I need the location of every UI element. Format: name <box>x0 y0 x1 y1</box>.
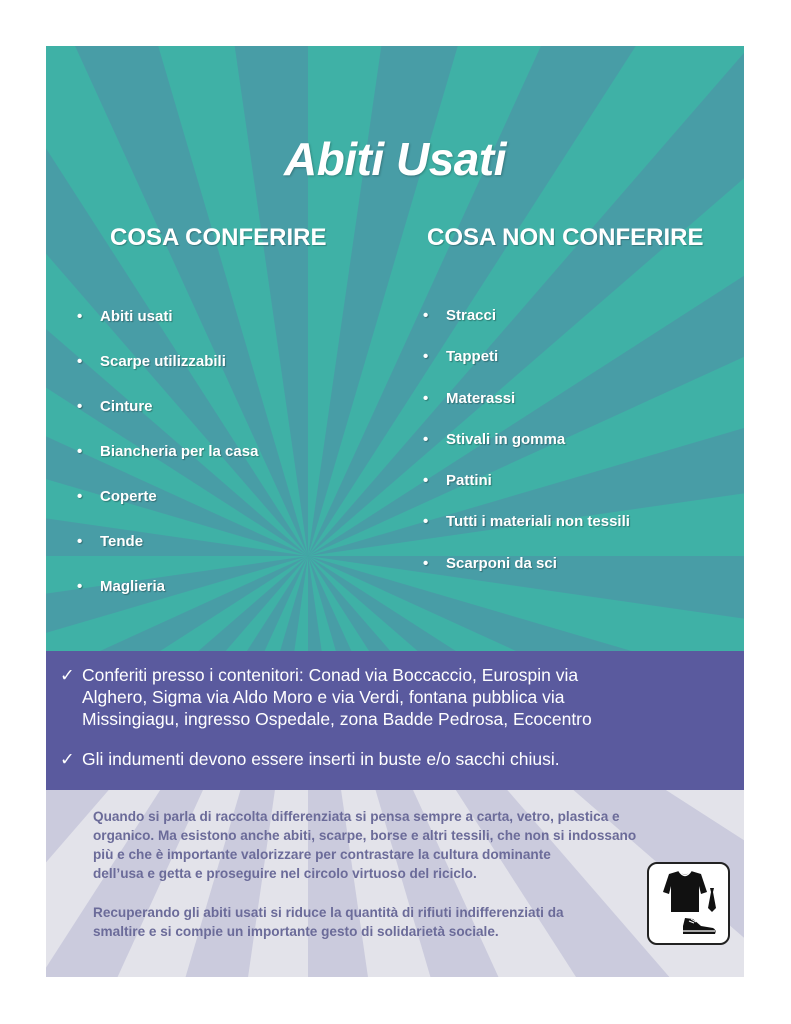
bullet: • <box>77 533 83 550</box>
paragraph-line: Quando si parla di raccolta differenziata si pensa sempre a carta, vetro, plastica e <box>93 809 620 824</box>
bullet: • <box>77 353 83 370</box>
bullet: • <box>423 348 429 366</box>
bullet: • <box>77 308 83 325</box>
note-line: Missingiagu, ingresso Ospedale, zona Badde Pedrosa, Ecocentro <box>82 709 592 729</box>
check-icon: ✓ <box>60 749 75 769</box>
poster <box>46 46 744 977</box>
list-conferire <box>76 308 258 623</box>
note-bags <box>60 748 720 770</box>
list-item: • Cinture <box>77 398 153 415</box>
list-item: • Tappeti <box>423 348 499 366</box>
list-non-conferire <box>422 307 630 596</box>
paragraph-line: più e che è importante valorizzare per contrastare la cultura dominante <box>93 847 551 862</box>
list-item: • Stivali in gomma <box>423 430 566 448</box>
clothes-shoe-drawing <box>649 864 728 943</box>
paragraph-line: smaltire e si compie un importante gesto di solidarietà sociale. <box>93 924 499 939</box>
notes-band <box>46 651 744 790</box>
bullet: • <box>423 513 429 531</box>
list-item: • Maglieria <box>77 578 166 595</box>
heading-cosa-conferire: COSA CONFERIRE <box>110 224 327 251</box>
bullet: • <box>77 578 83 595</box>
heading-cosa-non-conferire: COSA NON CONFERIRE <box>427 224 704 251</box>
list-item: • Materassi <box>423 389 516 407</box>
bullet: • <box>423 307 429 324</box>
note-line: Conferiti presso i contenitori: Conad via Boccaccio, Eurospin via <box>82 665 579 685</box>
list-item: • Tende <box>77 533 144 550</box>
list-item: • Stracci <box>423 307 497 324</box>
bullet: • <box>423 389 429 407</box>
check-icon: ✓ <box>60 665 75 685</box>
list-item: • Abiti usati <box>77 308 173 325</box>
info-section <box>46 790 744 977</box>
bullet: • <box>77 398 83 415</box>
bullet: • <box>423 554 429 572</box>
bullet: • <box>77 443 83 460</box>
bullet: • <box>77 488 83 505</box>
list-item: • Biancheria per la casa <box>77 443 259 460</box>
top-section <box>46 46 744 651</box>
note-line: Gli indumenti devono essere inserti in buste e/o sacchi chiusi. <box>82 749 560 769</box>
list-item: • Scarponi da sci <box>423 554 557 572</box>
paragraph-line: dell’usa e getta e proseguire nel circolo virtuoso del riciclo. <box>93 866 477 881</box>
paragraph-line: organico. Ma esistono anche abiti, scarpe, borse e altri tessili, che non si indossano <box>93 828 637 843</box>
paragraph-line: Recuperando gli abiti usati si riduce la quantità di rifiuti indifferenziati da <box>93 905 564 920</box>
bullet: • <box>423 472 429 490</box>
bullet: • <box>423 430 429 448</box>
info-paragraph-1 <box>93 807 636 883</box>
page-title: Abiti Usati <box>284 133 506 185</box>
note-locations <box>60 664 720 730</box>
list-item: • Coperte <box>77 488 157 505</box>
info-paragraph-2 <box>93 903 564 941</box>
list-item: • Pattini <box>423 472 492 490</box>
note-line: Alghero, Sigma via Aldo Moro e via Verdi, fontana pubblica via <box>82 687 565 707</box>
list-item: • Tutti i materiali non tessili <box>423 513 630 531</box>
clothes-shoe-icon <box>647 862 730 945</box>
list-item: • Scarpe utilizzabili <box>77 353 226 370</box>
